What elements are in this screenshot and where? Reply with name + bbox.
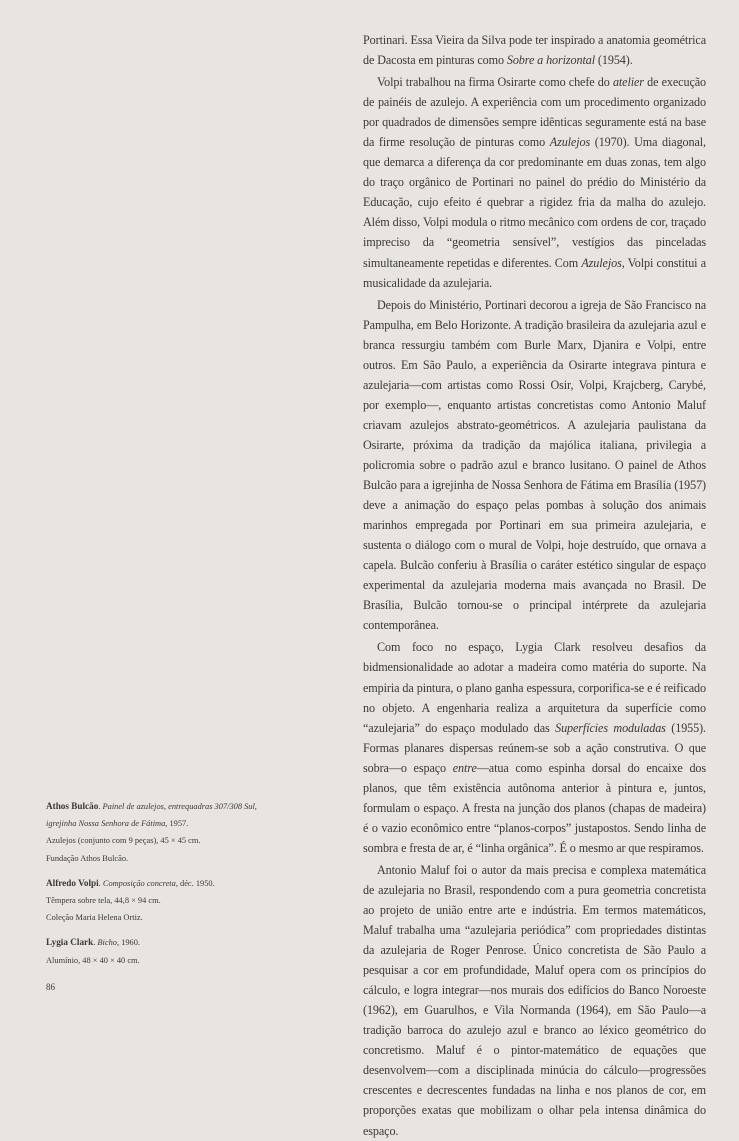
main-text-column [363,30,706,1141]
paragraph-1: Portinari. Essa Vieira da Silva pode ter inspirado a anatomia geométrica de Dacosta em pinturas como Sobre a horizontal (1954). [363,33,706,68]
caption-medium: Alumínio, 48 × 40 × 40 cm. [46,955,140,965]
paragraph-3: Depois do Ministério, Portinari decorou a igreja de São Francisco na Pampulha, em Belo Horizonte. A tradição brasileira da azulejaria azul e branca ressurgiu também com Burle Marx, Djanira e Volpi, entre outros. Em São Paulo, a experiência da Osirarte integrava pintura e azulejaria—com artistas como Rossi Osir, Volpi, Krajcberg, Carybé, por exemplo—, enquanto artistas concretistas como Antonio Maluf criavam azulejos abstrato-geométricos. A azulejaria paulistana da Osirarte, próxima da tradição da majólica italiana, privilegia a policromia sobre o padrão azul e branco lusitano. O painel de Athos Bulcão para a igrejinha de Nossa Senhora de Fátima em Brasília (1957) deve a animação do espaço pelas pombas à solução dos animais marinhos empregada por Portinari em sua primeira azulejaria, e sustenta o diálogo com o mural de Volpi, hoje destruído, que ornava a capela. Bulcão conferiu à Brasília o caráter estético singular de espaço experimental da azulejaria moderna mais avançada no Brasil. De Brasília, Bulcão tornou-se o principal intérprete da azulejaria contemporânea. [363,297,706,633]
paragraph-5: Antonio Maluf foi o autor da mais precisa e complexa matemática de azulejaria no Brasil, respondendo com a pura geometria concretista ao projeto de união entre arte e indústria. Em termos matemáticos, Maluf trabalha uma “azulejaria periódica” com propriedades distintas da azulejaria de Roger Penrose. Único concretista de São Paulo a pesquisar a cor em profundidade, Maluf opera com os princípios do cálculo, e logra integrar—nos murais dos edifícios do Banco Noroeste (1962), em Guarulhos, e Vila Normanda (1964), em São Paulo—a tradição barroca do azulejo azul e branco ao léxico geométrico do concretismo. Maluf é o pintor-matemático de equações que desenvolvem—com a disciplinada minúcia do cálculo—progressões crescentes e decrescentes fundadas na linha e nos planos de cor, em proporções exatas que mobilizam o olhar pela intensa dinâmica do espaço. [363,862,706,1138]
caption-year: , déc. 1950. [175,878,215,888]
caption-artist: Athos Bulcão [46,801,99,811]
caption-alfredo-volpi: Alfredo Volpi. Composição concreta, déc. 1950. Têmpera sobre tela, 44,8 × 94 cm. Coleção Maria Helena Ortiz. [46,875,261,927]
caption-title: Bicho [97,938,117,948]
caption-year: , 1960. [116,938,140,948]
caption-artist: Lygia Clark [46,937,94,948]
page-number: 86 [46,982,55,992]
caption-lygia-clark: Lygia Clark. Bicho, 1960. Alumínio, 48 × 40 × 40 cm. [46,934,261,968]
paragraph-4: Com foco no espaço, Lygia Clark resolveu desafios da bidmensionalidade ao adotar a madeira como matéria do suporte. Na empiria da pintura, o plano ganha espessura, corporifica-se e é reificado no objeto. A engenharia realiza a arquitetura da superfície como “azulejaria” do espaço modulado das Superfícies moduladas (1955). Formas planares dispersas reúnem-se sob a ação construtiva. O que sobra—o espaço entre—atua como espinha dorsal do encaixe dos planos, que têm existência autônoma anterior à pintura e, juntos, formulam o espaço. A fresta na junção dos planos (chapas de madeira) é o vazio econômico entre “planos-corpos” justapostos. Sendo linha de sombra e fresta de ar, é “linha orgânica”. É o mesmo ar que respiramos. [363,640,707,855]
caption-collection: Fundação Athos Bulcão. [46,853,129,863]
caption-title: Composição concreta [102,878,176,888]
caption-year: , 1957. [165,819,189,829]
caption-medium: Têmpera sobre tela, 44,8 × 94 cm. [46,896,161,906]
paragraph-2: Volpi trabalhou na firma Osirarte como chefe do atelier de execução de painéis de azulejo. A experiência com um procedimento organizado por quadrados de dimensões sempre idênticas seguramente está na base da firme resolução de pinturas como Azulejos (1970). Uma diagonal, que demarca a diferença da cor predominante em duas zonas, tem algo do traço orgânico de Portinari no painel do prédio do Ministério da Educação, cujo efeito é quebrar a rigidez fria da malha do azulejo. Além disso, Volpi modula o ritmo mecânico com ordens de cor, traçado impreciso da “geometria sensível”, vestígios das pinceladas simultaneamente repetidas e diferentes. Com Azulejos, Volpi constitui a musicalidade da azulejaria. [363,75,706,290]
caption-collection: Coleção Maria Helena Ortiz. [46,913,143,923]
caption-athos-bulcao: Athos Bulcão. Painel de azulejos, entrequadras 307/308 Sul, igrejinha Nossa Senhora de Fátima, 1957. Azulejos (conjunto com 9 peças), 45 × 45 cm. Fundação Athos Bulcão. [46,798,261,867]
image-captions [46,798,261,977]
caption-title: Painel de azulejos, entrequadras 307/308 Sul, igrejinha Nossa Senhora de Fátima [46,802,257,829]
caption-artist: Alfredo Volpi [46,877,99,888]
caption-medium: Azulejos (conjunto com 9 peças), 45 × 45 cm. [46,836,201,846]
